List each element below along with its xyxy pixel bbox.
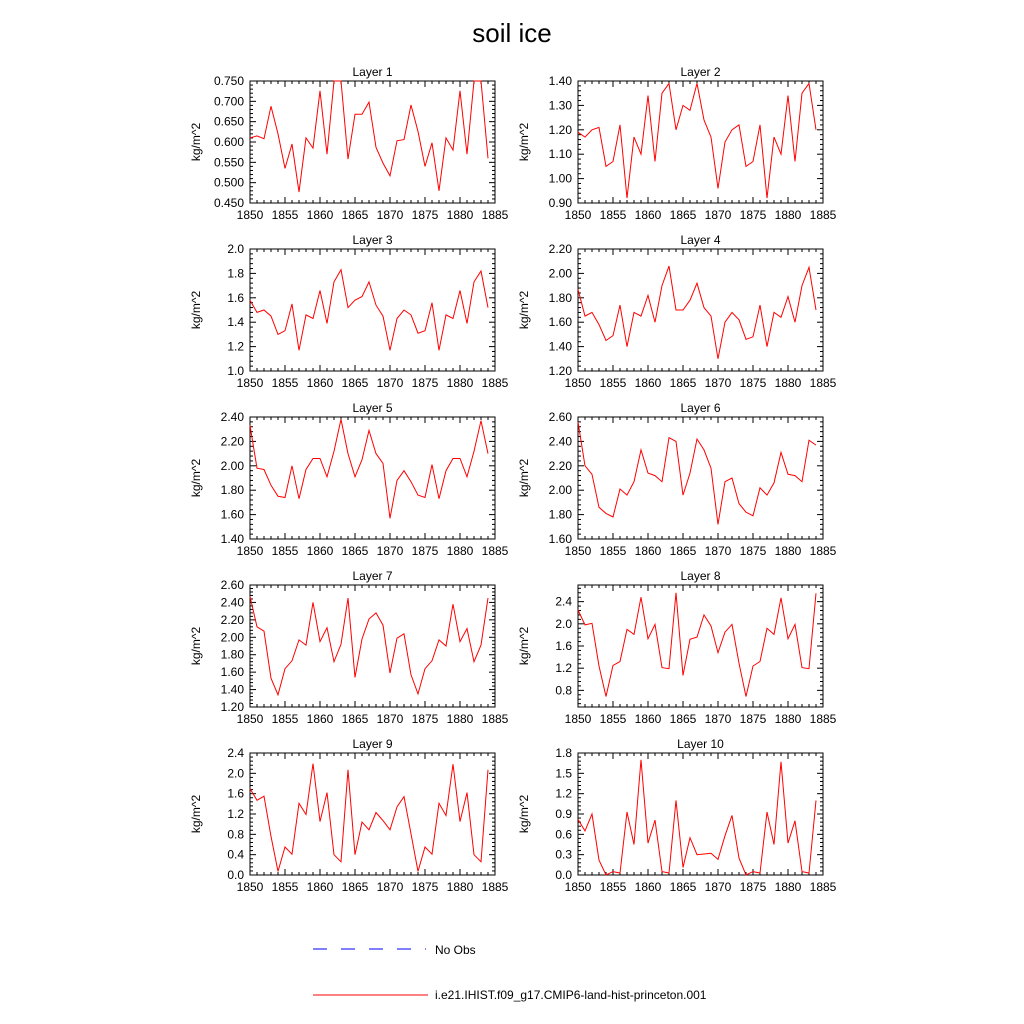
panel-title: Layer 1 — [352, 65, 393, 79]
series-line — [250, 81, 488, 192]
y-tick-label: 1.30 — [548, 98, 572, 113]
x-tick-label: 1875 — [739, 376, 767, 390]
x-tick-label: 1870 — [704, 712, 732, 726]
x-tick-label: 1865 — [669, 712, 697, 726]
x-tick-label: 1885 — [481, 880, 509, 894]
series-line — [250, 764, 488, 872]
y-tick-label: 0.3 — [555, 847, 572, 862]
y-tick-label: 2.40 — [548, 434, 572, 449]
x-tick-label: 1860 — [634, 376, 662, 390]
y-tick-label: 2.0 — [227, 242, 244, 256]
y-tick-label: 0.650 — [213, 114, 244, 129]
y-tick-label: 1.2 — [227, 339, 244, 354]
y-tick-label: 1.2 — [227, 807, 244, 821]
x-tick-label: 1880 — [446, 712, 474, 726]
y-tick-label: 2.20 — [220, 612, 244, 627]
x-tick-label: 1870 — [376, 208, 404, 222]
x-tick-label: 1885 — [481, 376, 509, 390]
series-line — [250, 419, 488, 518]
panel-8 — [517, 569, 837, 726]
x-tick-label: 1880 — [774, 712, 802, 726]
y-axis-label: kg/m^2 — [517, 122, 531, 162]
y-tick-label: 1.8 — [555, 746, 572, 760]
y-tick-label: 1.2 — [555, 661, 572, 676]
panel-title: Layer 2 — [680, 65, 721, 79]
y-axis-label: kg/m^2 — [189, 626, 203, 666]
x-tick-label: 1885 — [809, 208, 837, 222]
x-tick-label: 1850 — [236, 544, 264, 558]
x-tick-label: 1855 — [599, 376, 627, 390]
y-tick-label: 1.80 — [220, 647, 244, 662]
panel-title: Layer 6 — [680, 401, 721, 415]
x-tick-label: 1875 — [739, 712, 767, 726]
x-tick-label: 1855 — [271, 376, 299, 390]
y-tick-label: 1.80 — [548, 507, 572, 522]
y-tick-label: 1.80 — [220, 483, 244, 498]
y-tick-label: 1.2 — [555, 786, 572, 801]
panel-6 — [517, 401, 837, 558]
y-tick-label: 2.4 — [555, 594, 572, 609]
x-tick-label: 1860 — [306, 376, 334, 390]
x-tick-label: 1870 — [704, 376, 732, 390]
x-tick-label: 1865 — [669, 544, 697, 558]
plot-frame — [578, 417, 823, 539]
panel-title: Layer 9 — [352, 737, 393, 751]
panel-9 — [189, 737, 509, 894]
series-line — [578, 760, 816, 875]
y-tick-label: 2.20 — [220, 434, 244, 449]
x-tick-label: 1885 — [809, 880, 837, 894]
y-tick-label: 0.8 — [227, 827, 244, 842]
y-tick-label: 1.10 — [548, 147, 572, 162]
y-tick-label: 1.80 — [548, 290, 572, 305]
y-tick-label: 1.60 — [220, 507, 244, 522]
x-tick-label: 1885 — [809, 712, 837, 726]
y-tick-label: 1.8 — [227, 266, 244, 281]
plot-frame — [250, 417, 495, 539]
x-tick-label: 1885 — [481, 208, 509, 222]
x-tick-label: 1855 — [271, 208, 299, 222]
y-tick-label: 1.20 — [220, 700, 244, 714]
y-tick-label: 0.90 — [548, 196, 572, 210]
y-tick-label: 0.600 — [213, 135, 244, 149]
y-tick-label: 1.40 — [220, 682, 244, 697]
x-tick-label: 1855 — [599, 712, 627, 726]
series-line — [578, 266, 816, 359]
y-tick-label: 1.0 — [227, 364, 244, 378]
panel-2 — [517, 65, 837, 222]
x-tick-label: 1870 — [376, 376, 404, 390]
series-line — [578, 422, 816, 525]
y-tick-label: 1.60 — [548, 315, 572, 330]
x-tick-label: 1885 — [809, 544, 837, 558]
plot-frame — [250, 585, 495, 707]
x-tick-label: 1880 — [446, 880, 474, 894]
panel-title: Layer 10 — [677, 737, 724, 751]
x-tick-label: 1860 — [634, 880, 662, 894]
y-tick-label: 0.8 — [555, 683, 572, 698]
x-tick-label: 1875 — [411, 208, 439, 222]
plot-frame — [250, 249, 495, 371]
plot-frame — [578, 585, 823, 707]
y-tick-label: 1.4 — [227, 315, 244, 330]
y-tick-label: 1.40 — [220, 532, 244, 546]
y-tick-label: 2.0 — [227, 766, 244, 781]
x-tick-label: 1865 — [669, 880, 697, 894]
x-tick-label: 1880 — [774, 544, 802, 558]
series-line — [250, 596, 488, 695]
x-tick-label: 1860 — [306, 544, 334, 558]
x-tick-label: 1850 — [564, 880, 592, 894]
panel-4 — [517, 233, 837, 390]
x-tick-label: 1850 — [236, 880, 264, 894]
plot-frame — [578, 249, 823, 371]
y-tick-label: 0.450 — [213, 196, 244, 210]
x-tick-label: 1870 — [704, 544, 732, 558]
x-tick-label: 1850 — [236, 208, 264, 222]
panel-1 — [189, 65, 509, 222]
y-tick-label: 1.40 — [548, 74, 572, 88]
y-tick-label: 2.60 — [548, 410, 572, 424]
x-tick-label: 1870 — [376, 712, 404, 726]
x-tick-label: 1860 — [634, 544, 662, 558]
panel-7 — [189, 569, 509, 726]
x-tick-label: 1865 — [341, 712, 369, 726]
panel-title: Layer 3 — [352, 233, 393, 247]
x-tick-label: 1860 — [306, 880, 334, 894]
y-tick-label: 2.40 — [220, 410, 244, 424]
y-tick-label: 1.20 — [548, 122, 572, 137]
x-tick-label: 1875 — [411, 544, 439, 558]
legend — [313, 943, 707, 1002]
x-tick-label: 1880 — [774, 880, 802, 894]
x-tick-label: 1885 — [481, 712, 509, 726]
x-tick-label: 1865 — [341, 208, 369, 222]
panel-title: Layer 4 — [680, 233, 721, 247]
x-tick-label: 1860 — [634, 712, 662, 726]
x-tick-label: 1880 — [446, 544, 474, 558]
y-tick-label: 0.9 — [555, 807, 572, 821]
panel-10 — [517, 737, 837, 894]
y-tick-label: 1.6 — [555, 639, 572, 653]
x-tick-label: 1860 — [634, 208, 662, 222]
x-tick-label: 1880 — [774, 376, 802, 390]
x-tick-label: 1870 — [376, 544, 404, 558]
y-tick-label: 1.60 — [548, 532, 572, 546]
x-tick-label: 1885 — [481, 544, 509, 558]
x-tick-label: 1880 — [446, 376, 474, 390]
y-axis-label: kg/m^2 — [517, 290, 531, 330]
y-axis-label: kg/m^2 — [189, 458, 203, 498]
y-tick-label: 2.00 — [548, 483, 572, 498]
x-tick-label: 1850 — [564, 544, 592, 558]
legend-model-label: i.e21.IHIST.f09_g17.CMIP6-land-hist-princeton.001 — [435, 988, 707, 1002]
x-tick-label: 1855 — [271, 712, 299, 726]
x-tick-label: 1880 — [774, 208, 802, 222]
x-tick-label: 1860 — [306, 712, 334, 726]
x-tick-label: 1875 — [739, 880, 767, 894]
series-line — [578, 593, 816, 697]
x-tick-label: 1875 — [411, 880, 439, 894]
x-tick-label: 1875 — [739, 544, 767, 558]
y-tick-label: 1.00 — [548, 171, 572, 186]
x-tick-label: 1875 — [411, 376, 439, 390]
y-tick-label: 0.550 — [213, 155, 244, 170]
y-tick-label: 0.750 — [213, 74, 244, 88]
x-tick-label: 1870 — [704, 880, 732, 894]
x-tick-label: 1870 — [704, 208, 732, 222]
y-axis-label: kg/m^2 — [189, 290, 203, 330]
panel-title: Layer 5 — [352, 401, 393, 415]
x-tick-label: 1880 — [446, 208, 474, 222]
y-tick-label: 2.20 — [548, 242, 572, 256]
y-tick-label: 2.40 — [220, 595, 244, 610]
y-tick-label: 1.6 — [227, 290, 244, 305]
series-line — [578, 83, 816, 198]
x-tick-label: 1855 — [599, 208, 627, 222]
x-tick-label: 1865 — [669, 376, 697, 390]
x-tick-label: 1850 — [564, 376, 592, 390]
panel-title: Layer 7 — [352, 569, 393, 583]
y-tick-label: 2.00 — [220, 458, 244, 473]
y-tick-label: 0.700 — [213, 94, 244, 109]
y-axis-label: kg/m^2 — [517, 626, 531, 666]
x-tick-label: 1875 — [411, 712, 439, 726]
y-axis-label: kg/m^2 — [189, 794, 203, 834]
x-tick-label: 1850 — [236, 376, 264, 390]
y-tick-label: 0.0 — [227, 868, 244, 882]
x-tick-label: 1850 — [564, 712, 592, 726]
x-tick-label: 1870 — [376, 880, 404, 894]
x-tick-label: 1855 — [599, 880, 627, 894]
plot-frame — [578, 753, 823, 875]
y-tick-label: 0.500 — [213, 175, 244, 190]
panels — [189, 65, 837, 894]
y-tick-label: 2.00 — [220, 630, 244, 645]
x-tick-label: 1865 — [341, 544, 369, 558]
y-axis-label: kg/m^2 — [517, 794, 531, 834]
y-axis-label: kg/m^2 — [517, 458, 531, 498]
plot-frame — [250, 753, 495, 875]
plot-frame — [250, 81, 495, 203]
x-tick-label: 1855 — [271, 880, 299, 894]
y-tick-label: 1.60 — [220, 665, 244, 680]
x-tick-label: 1885 — [809, 376, 837, 390]
y-tick-label: 1.40 — [548, 339, 572, 354]
y-tick-label: 2.60 — [220, 578, 244, 592]
x-tick-label: 1850 — [564, 208, 592, 222]
panel-3 — [189, 233, 509, 390]
y-tick-label: 1.20 — [548, 364, 572, 378]
x-tick-label: 1860 — [306, 208, 334, 222]
x-tick-label: 1865 — [341, 376, 369, 390]
x-tick-label: 1875 — [739, 208, 767, 222]
y-axis-label: kg/m^2 — [189, 122, 203, 162]
x-tick-label: 1855 — [271, 544, 299, 558]
y-tick-label: 0.4 — [227, 847, 244, 862]
panel-5 — [189, 401, 509, 558]
panel-title: Layer 8 — [680, 569, 721, 583]
y-tick-label: 2.0 — [555, 616, 572, 631]
y-tick-label: 0.6 — [555, 827, 572, 842]
figure-title: soil ice — [472, 18, 552, 48]
y-tick-label: 1.5 — [555, 766, 572, 781]
y-tick-label: 2.4 — [227, 746, 244, 760]
series-line — [250, 270, 488, 351]
x-tick-label: 1850 — [236, 712, 264, 726]
x-tick-label: 1865 — [341, 880, 369, 894]
x-tick-label: 1855 — [599, 544, 627, 558]
y-tick-label: 2.00 — [548, 266, 572, 281]
y-tick-label: 0.0 — [555, 868, 572, 882]
y-tick-label: 2.20 — [548, 458, 572, 473]
legend-no-obs-label: No Obs — [435, 943, 476, 957]
x-tick-label: 1865 — [669, 208, 697, 222]
y-tick-label: 1.6 — [227, 786, 244, 801]
